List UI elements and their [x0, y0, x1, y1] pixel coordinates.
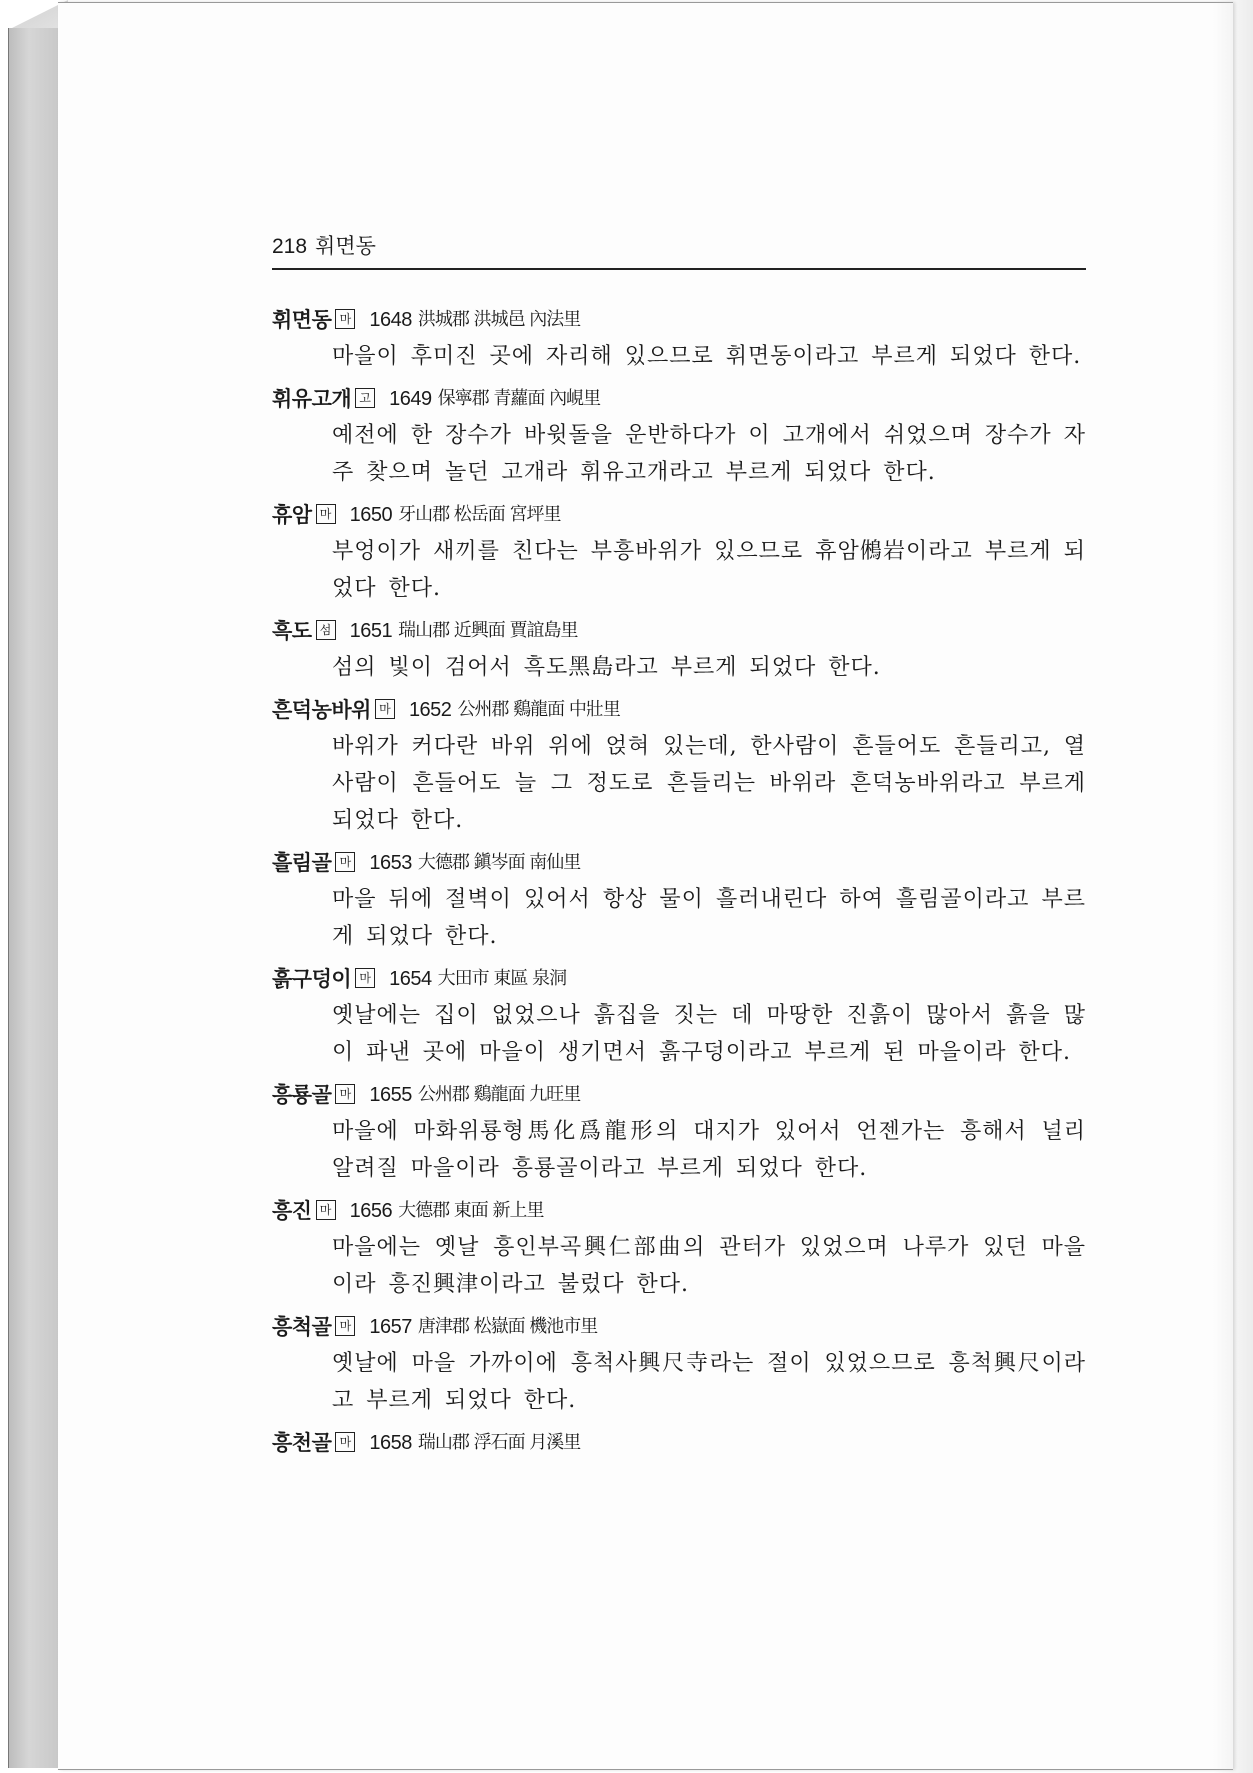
entry-heading [272, 1425, 1086, 1461]
page-shadow [1213, 0, 1253, 1773]
entry-number: 1648 [369, 309, 412, 331]
entry-location: 大德郡 東面 新上里 [398, 1200, 544, 1221]
dictionary-entry [272, 1193, 1086, 1303]
entry-number: 1657 [369, 1316, 412, 1338]
entry-number: 1651 [349, 620, 393, 642]
entry-title: 흥룡골 [272, 1082, 332, 1107]
entry-type-badge: 마 [316, 504, 336, 524]
entry-location: 唐津郡 松嶽面 機池市里 [417, 1316, 598, 1337]
entry-description: 부엉이가 새끼를 친다는 부흥바위가 있으므로 휴암鵂岩이라고 부르게 되었다 한다. [332, 539, 1086, 601]
entry-location: 牙山郡 松岳面 宮坪里 [398, 504, 561, 525]
entry-heading [272, 692, 1086, 728]
entry-number: 1652 [408, 699, 452, 721]
entry-heading [272, 1193, 1086, 1229]
entry-heading [272, 613, 1086, 649]
entry-title: 휴암 [272, 502, 312, 527]
page-content [272, 230, 1086, 1467]
entry-heading [272, 845, 1086, 881]
entry-heading [272, 1077, 1086, 1113]
entry-location: 洪城郡 洪城邑 內法里 [417, 309, 581, 330]
dictionary-entry [272, 497, 1086, 607]
entry-description: 바위가 커다란 바위 위에 얹혀 있는데, 한사람이 흔들어도 흔들리고, 열 사람이 흔들어도 늘 그 정도로 흔들리는 바위라 흔덕농바위라고 부르게 되었다 한다. [332, 734, 1086, 833]
dictionary-entry [272, 692, 1086, 839]
entry-type-badge: 고 [355, 388, 375, 408]
entry-description: 마을에 마화위룡형馬化爲龍形의 대지가 있어서 언젠가는 흥해서 널리 알려질 마을이라 흥룡골이라고 부르게 되었다 한다. [332, 1119, 1086, 1181]
dictionary-entry [272, 302, 1086, 375]
entry-description: 마을 뒤에 절벽이 있어서 항상 물이 흘러내린다 하여 흘림골이라고 부르게 되었다 한다. [332, 887, 1086, 949]
entry-type-badge: 마 [335, 1432, 355, 1452]
entry-title: 흔덕농바위 [272, 697, 371, 722]
entry-list [272, 302, 1086, 1461]
dictionary-entry [272, 613, 1086, 686]
entry-type-badge: 마 [316, 1200, 336, 1220]
entry-location: 大德郡 鎭岑面 南仙里 [417, 852, 581, 873]
entry-title: 흥진 [272, 1198, 312, 1223]
entry-number: 1649 [389, 388, 432, 410]
entry-title: 흑도 [272, 618, 312, 643]
entry-type-badge: 마 [375, 699, 395, 719]
entry-title: 흘림골 [272, 850, 332, 875]
entry-location: 公州郡 鷄龍面 九旺里 [417, 1084, 581, 1105]
book-spine [8, 28, 59, 1768]
entry-title: 흥척골 [272, 1314, 332, 1339]
entry-location: 瑞山郡 近興面 賈誼島里 [398, 620, 578, 641]
entry-title: 흥천골 [272, 1430, 332, 1455]
entry-type-badge: 섬 [316, 620, 336, 640]
entry-heading [272, 302, 1086, 338]
entry-description: 옛날에 마을 가까이에 흥척사興尺寺라는 절이 있었으므로 흥척興尺이라고 부르게 되었다 한다. [332, 1351, 1086, 1413]
entry-number: 1653 [369, 852, 412, 874]
entry-type-badge: 마 [335, 1084, 355, 1104]
entry-description: 섬의 빛이 검어서 흑도黑島라고 부르게 되었다 한다. [332, 655, 881, 680]
entry-description: 마을이 후미진 곳에 자리해 있으므로 휘면동이라고 부르게 되었다 한다. [332, 344, 1082, 369]
dictionary-entry [272, 961, 1086, 1071]
entry-description: 마을에는 옛날 흥인부곡興仁部曲의 관터가 있었으며 나루가 있던 마을이라 흥진興津이라고 불렀다 한다. [332, 1235, 1086, 1297]
entry-number: 1650 [349, 504, 393, 526]
running-header [272, 230, 1086, 270]
entry-description: 예전에 한 장수가 바윗돌을 운반하다가 이 고개에서 쉬었으며 장수가 자주 찾으며 놀던 고개라 휘유고개라고 부르게 되었다 한다. [332, 423, 1086, 485]
dictionary-entry [272, 1425, 1086, 1461]
entry-number: 1658 [369, 1432, 412, 1454]
entry-title: 휘유고개 [272, 386, 352, 411]
entry-number: 1655 [369, 1084, 412, 1106]
entry-type-badge: 마 [335, 309, 355, 329]
entry-type-badge: 마 [355, 968, 375, 988]
section-title: 휘면동 [315, 234, 376, 258]
entry-title: 휘면동 [272, 307, 332, 332]
entry-location: 保寧郡 青蘿面 內峴里 [437, 388, 601, 409]
entry-title: 흙구덩이 [272, 966, 352, 991]
entry-location: 大田市 東區 泉洞 [437, 968, 567, 989]
entry-heading [272, 1309, 1086, 1345]
entry-type-badge: 마 [335, 852, 355, 872]
entry-heading [272, 961, 1086, 997]
entry-description: 옛날에는 집이 없었으나 흙집을 짓는 데 마땅한 진흙이 많아서 흙을 많이 파낸 곳에 마을이 생기면서 흙구덩이라고 부르게 된 마을이라 한다. [332, 1003, 1086, 1065]
entry-location: 瑞山郡 浮石面 月溪里 [417, 1432, 581, 1453]
entry-number: 1654 [389, 968, 432, 990]
dictionary-entry [272, 381, 1086, 491]
entry-location: 公州郡 鷄龍面 中壯里 [457, 699, 620, 720]
dictionary-entry [272, 1077, 1086, 1187]
entry-type-badge: 마 [335, 1316, 355, 1336]
dictionary-entry [272, 1309, 1086, 1419]
entry-heading [272, 381, 1086, 417]
entry-heading [272, 497, 1086, 533]
dictionary-entry [272, 845, 1086, 955]
entry-number: 1656 [349, 1200, 393, 1222]
page-number: 218 [272, 235, 308, 258]
